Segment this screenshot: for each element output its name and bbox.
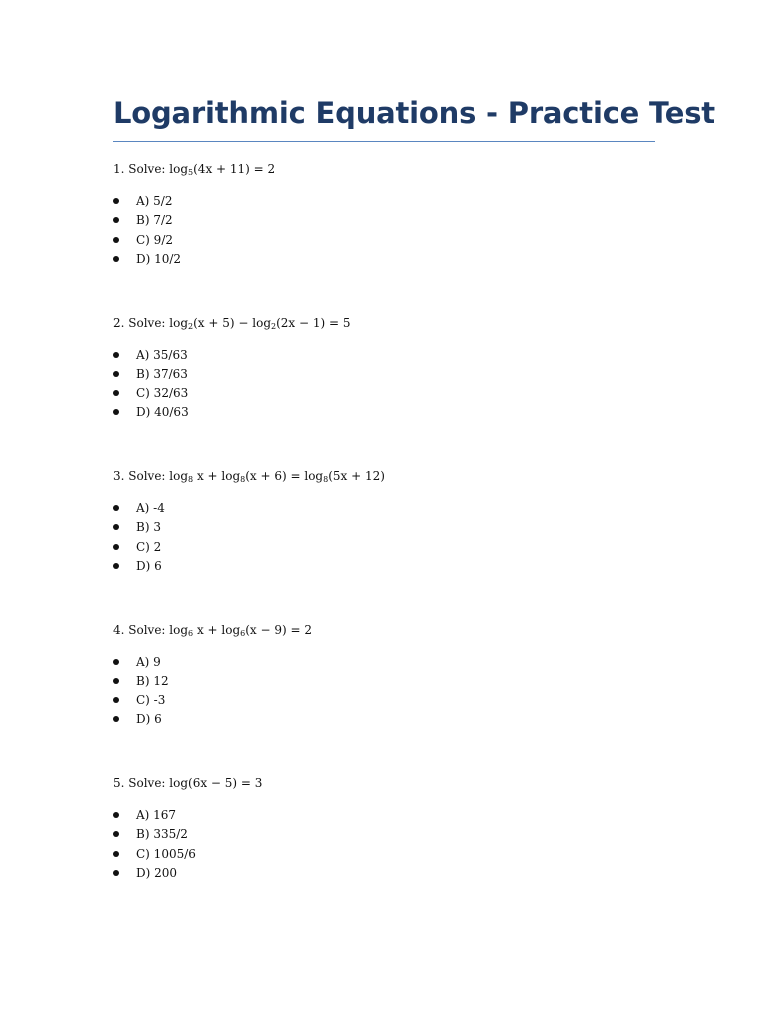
log-base-subscript: 8 [240,475,246,484]
answer-option [113,691,312,710]
question-block [113,468,385,576]
bullet-icon [113,831,119,837]
bullet-icon [113,563,119,569]
log-base-subscript: 6 [240,628,246,638]
answer-option-label: A) -4 [136,501,165,515]
bullet-icon [113,851,119,857]
answer-option-label: B) 335/2 [136,827,188,842]
question-block [113,161,275,269]
answer-option-label: C) 2 [136,539,162,554]
bullet-icon [113,198,119,204]
document-title: Logarithmic Equations - Practice Test [113,96,715,130]
answer-option [113,211,275,230]
question-block [113,775,262,883]
answer-option-label: B) 37/63 [136,366,188,381]
log-base-subscript: 8 [188,475,194,484]
answer-option-label: D) 10/2 [136,251,182,266]
question-block [113,315,351,423]
answer-option [113,384,351,403]
answer-option-label: D) 6 [136,558,162,573]
answer-option-label: B) 12 [136,673,169,688]
bullet-icon [113,697,119,703]
answer-option [113,346,351,365]
question-text-segment: (5x + 12) [328,469,385,483]
log-base-subscript: 8 [323,475,329,484]
bullet-icon [113,870,119,876]
question-text [113,622,312,638]
answer-option-label: D) 6 [136,712,162,727]
answer-option-label: B) 7/2 [136,213,173,228]
answer-option [113,403,351,422]
question-text-segment: 4. Solve: log [113,622,189,637]
bullet-icon [113,716,119,722]
log-base-subscript: 2 [271,321,277,331]
answer-option [113,365,351,384]
question-text [113,315,351,331]
bullet-icon [113,352,119,358]
question-text-segment: x + log [193,469,241,483]
answer-option [113,864,262,883]
bullet-icon [113,217,119,223]
answer-option-label: B) 3 [136,520,161,535]
answer-option [113,845,262,864]
question-block [113,622,312,730]
bullet-icon [113,659,119,665]
question-text [113,775,262,791]
answer-options [113,346,351,423]
question-text-segment: (x + 5) − log [193,315,272,330]
answer-option-label: C) -3 [136,693,166,708]
answer-option-label: A) 5/2 [136,194,173,208]
question-text-segment: x + log [193,622,241,637]
bullet-icon [113,678,119,684]
bullet-icon [113,505,119,511]
bullet-icon [113,544,119,550]
bullet-icon [113,524,119,530]
answer-option-label: A) 9 [136,654,161,669]
answer-option-label: C) 9/2 [136,232,173,247]
bullet-icon [113,812,119,818]
title-underline [113,141,655,142]
bullet-icon [113,409,119,415]
bullet-icon [113,237,119,243]
answer-option-label: D) 40/63 [136,405,189,420]
question-text-segment: 5. Solve: log(6x − 5) = 3 [113,776,263,790]
answer-option [113,250,275,269]
answer-options [113,192,275,269]
answer-option [113,672,312,691]
question-text-segment: (4x + 11) = 2 [193,162,276,176]
answer-option [113,231,275,250]
question-text [113,468,385,484]
answer-option-label: C) 1005/6 [136,846,196,861]
bullet-icon [113,371,119,377]
answer-option [113,499,385,518]
question-text-segment: 3. Solve: log [113,469,189,483]
bullet-icon [113,390,119,396]
question-text [113,161,275,177]
answer-option-label: A) 167 [136,808,177,822]
answer-option [113,710,312,729]
answer-option [113,557,385,576]
answer-option [113,518,385,537]
bullet-icon [113,256,119,262]
answer-options [113,499,385,576]
log-base-subscript: 5 [188,168,194,177]
question-text-segment: 1. Solve: log [113,162,189,176]
answer-option-label: D) 200 [136,865,178,880]
answer-option [113,806,262,825]
log-base-subscript: 2 [188,321,194,331]
answer-option [113,653,312,672]
answer-options [113,653,312,730]
question-text-segment: 2. Solve: log [113,315,189,330]
answer-option-label: C) 32/63 [136,386,189,401]
question-text-segment: (x − 9) = 2 [245,622,313,637]
question-text-segment: (x + 6) = log [245,469,324,483]
answer-option [113,192,275,211]
question-text-segment: (2x − 1) = 5 [276,315,351,330]
answer-option-label: A) 35/63 [136,347,188,362]
document-page [113,92,715,880]
log-base-subscript: 6 [188,628,194,638]
answer-options [113,806,262,883]
answer-option [113,825,262,844]
answer-option [113,538,385,557]
